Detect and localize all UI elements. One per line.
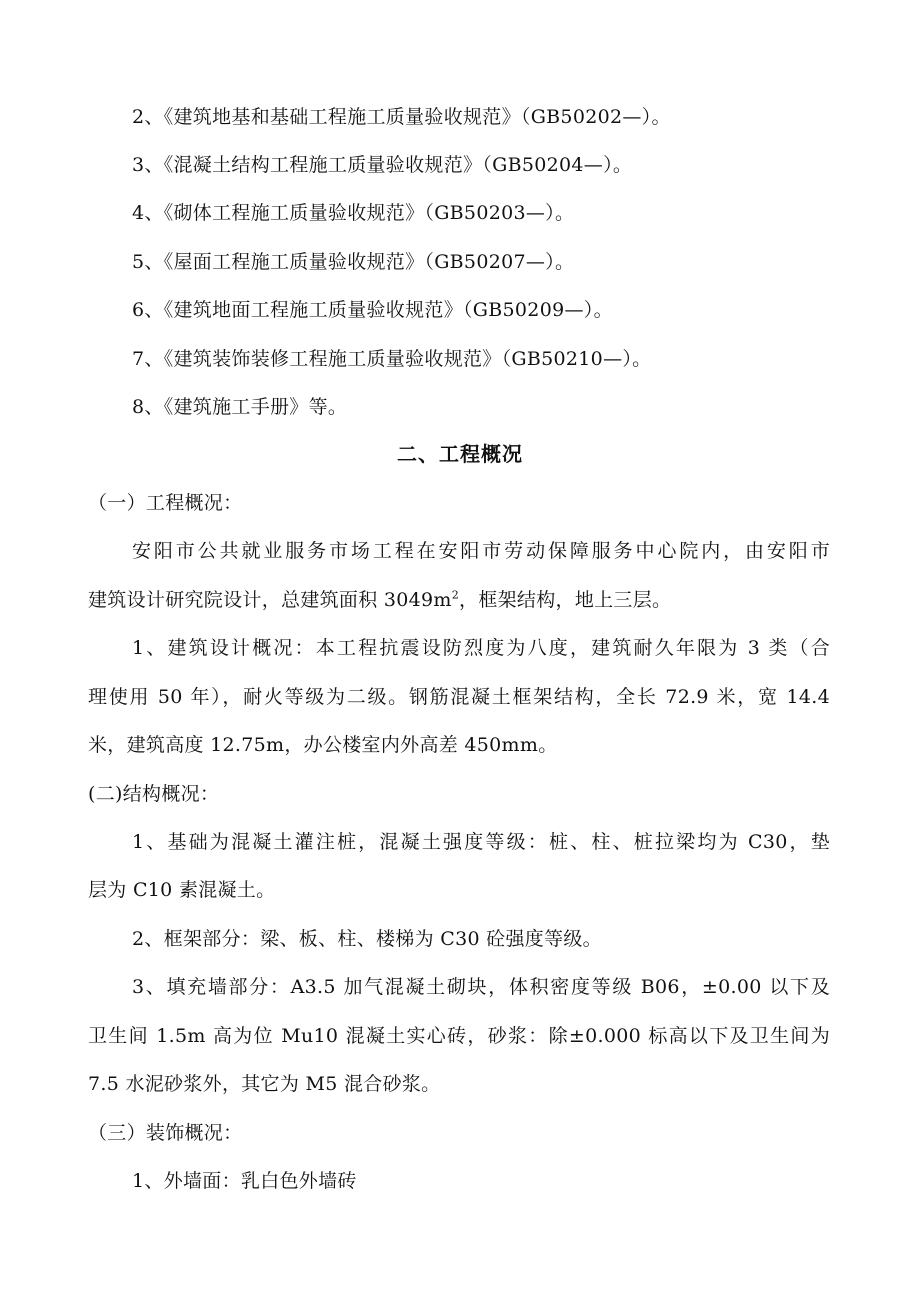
reference-item-6: 6、《建筑地面工程施工质量验收规范》（GB50209—）。 (132, 299, 613, 321)
infill-wall-line: 7.5 水泥砂浆外，其它为 M5 混合砂浆。 (88, 1073, 441, 1095)
design-overview-line: 1、建筑设计概况：本工程抗震设防烈度为八度，建筑耐久年限为 3 类（合 (132, 637, 830, 659)
foundation-line: 1、基础为混凝土灌注桩，混凝土强度等级：桩、柱、桩拉梁均为 C30，垫 (132, 831, 830, 853)
foundation-line: 层为 C10 素混凝土。 (88, 879, 276, 901)
reference-item-2: 2、《建筑地基和基础工程施工质量验收规范》（GB50202—）。 (132, 106, 671, 128)
reference-item-7: 7、《建筑装饰装修工程施工质量验收规范》（GB50210—）。 (132, 348, 652, 370)
infill-wall-line: 3、填充墙部分：A3.5 加气混凝土砌块，体积密度等级 B06，±0.00 以下及 (132, 976, 830, 998)
overview-structure-text: ，框架结构，地上三层。 (459, 589, 672, 611)
infill-wall-line: 卫生间 1.5m 高为位 Mu10 混凝土实心砖，砂浆：除±0.000 标高以下及卫生间为 (88, 1025, 830, 1047)
section-title: 二、工程概况 (397, 442, 523, 466)
superscript-2: 2 (451, 588, 460, 602)
exterior-wall-line: 1、外墙面：乳白色外墙砖 (132, 1170, 357, 1192)
overview-paragraph-line (88, 586, 671, 614)
overview-area-text: 建筑设计研究院设计，总建筑面积 3049m (88, 589, 452, 611)
subsection-3-title: （三）装饰概况： (88, 1122, 243, 1144)
subsection-1-title: （一）工程概况： (88, 492, 243, 514)
reference-item-4: 4、《砌体工程施工质量验收规范》（GB50203—）。 (132, 202, 575, 224)
reference-item-5: 5、《屋面工程施工质量验收规范》（GB50207—）。 (132, 251, 575, 273)
subsection-2-title: (二)结构概况： (88, 783, 220, 805)
design-overview-line: 理使用 50 年），耐火等级为二级。钢筋混凝土框架结构，全长 72.9 米，宽 14.4 (88, 686, 830, 708)
reference-item-8: 8、《建筑施工手册》等。 (132, 396, 348, 418)
design-overview-line: 米，建筑高度 12.75m，办公楼室内外高差 450mm。 (88, 734, 558, 756)
frame-line: 2、框架部分：梁、板、柱、楼梯为 C30 砼强度等级。 (132, 928, 602, 950)
overview-paragraph-line: 安阳市公共就业服务市场工程在安阳市劳动保障服务中心院内，由安阳市 (132, 540, 830, 562)
reference-item-3: 3、《混凝土结构工程施工质量验收规范》（GB50204—）。 (132, 154, 633, 176)
